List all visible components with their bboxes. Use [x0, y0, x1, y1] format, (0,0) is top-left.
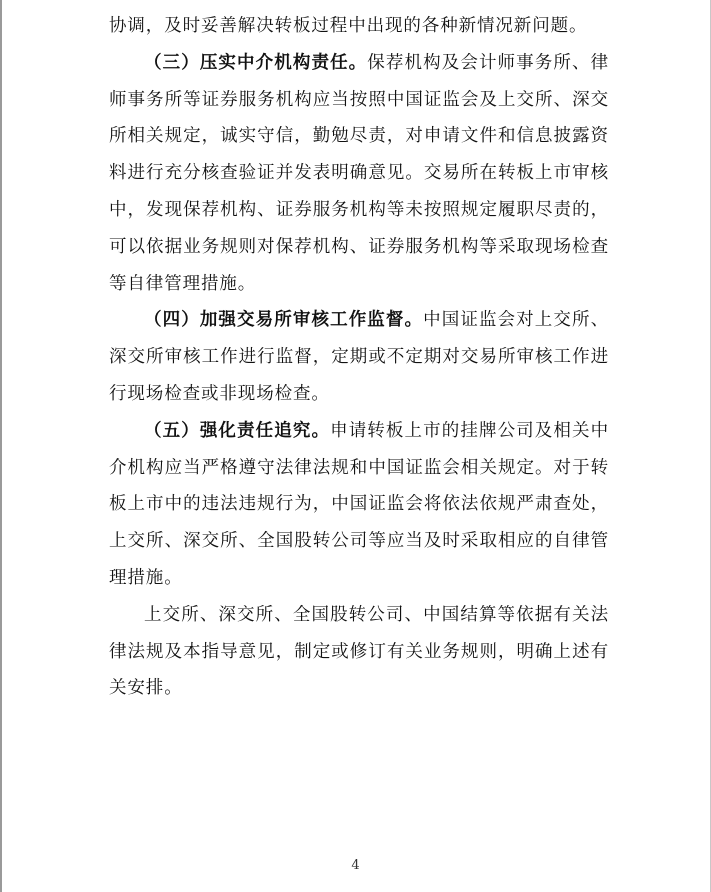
paragraph-text: 申请转板上市的挂牌公司及相关中介机构应当严格遵守法律法规和中国证监会相关规定。对于转板上市中的违法违规行为，中国证监会将依法依规严肃查处，上交所、深交所、全国股转公司等应当及时采取相应的自律管理措施。 [109, 420, 610, 588]
paragraph-text: 中国证监会对上交所、深交所审核工作进行监督，定期或不定期对交易所审核工作进行现场检查或非现场检查。 [109, 310, 609, 404]
section-heading: （五）强化责任追究。 [144, 420, 331, 441]
paragraph-text: 协调，及时妥善解决转板过程中出现的各种新情况新问题。 [109, 16, 588, 36]
section-heading: （三）压实中介机构责任。 [144, 52, 368, 73]
paragraph-text: 上交所、深交所、全国股转公司、中国结算等依据有关法律法规及本指导意见，制定或修订有关业务规则，明确上述有关安排。 [109, 604, 609, 699]
paragraph-section-5 [109, 413, 609, 597]
page-left-edge [0, 0, 2, 892]
page-number: 4 [351, 858, 360, 873]
paragraph-section-4 [109, 302, 609, 412]
paragraph-continuation [109, 8, 609, 45]
document-body [109, 8, 609, 707]
paragraph-section-3 [109, 45, 609, 303]
paragraph-text: 保荐机构及会计师事务所、律师事务所等证券服务机构应当按照中国证监会及上交所、深交所相关规定，诚实守信，勤勉尽责，对申请文件和信息披露资料进行充分核查验证并发表明确意见。交易所在转板上市审核中，发现保荐机构、证券服务机构等未按照规定履职尽责的，可以依据业务规则对保荐机构、证券服务机构等采取现场检查等自律管理措施。 [109, 52, 609, 294]
paragraph-closing [109, 597, 609, 707]
section-heading: （四）加强交易所审核工作监督。 [144, 310, 424, 331]
